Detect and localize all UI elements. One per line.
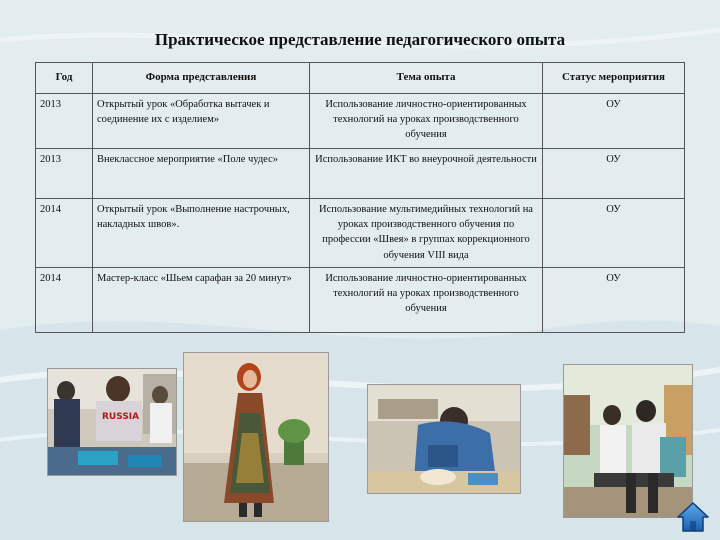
header-form: Форма представления xyxy=(93,63,310,94)
table-row xyxy=(36,199,685,268)
shirt-text: RUSSIA xyxy=(102,412,140,422)
cell-topic: Использование ИКТ во внеурочной деятельности xyxy=(310,149,543,199)
home-button[interactable] xyxy=(676,500,710,534)
home-icon xyxy=(676,500,710,534)
cell-form: Открытый урок «Выполнение настрочных, накладных швов». xyxy=(93,199,310,268)
page-title: Практическое представление педагогического опыта xyxy=(154,30,566,49)
cell-status: ОУ xyxy=(543,149,685,199)
cell-status: ОУ xyxy=(543,94,685,149)
header-status: Статус мероприятия xyxy=(543,63,685,94)
cell-year: 2014 xyxy=(36,199,93,268)
photo-student-sewing xyxy=(367,384,521,494)
cell-topic: Использование мультимедийных технологий на уроках производственного обучения по профессии «Швея» в группах коррекционного обучения VIII вида xyxy=(310,199,543,268)
cell-form: Внеклассное мероприятие «Поле чудес» xyxy=(93,149,310,199)
cell-topic: Использование личностно-ориентированных технологий на уроках производственного обучения xyxy=(310,268,543,333)
photo-dress-show xyxy=(183,352,329,522)
cell-form: Мастер-класс «Шьем сарафан за 20 минут» xyxy=(93,268,310,333)
cell-year: 2013 xyxy=(36,94,93,149)
cell-status: ОУ xyxy=(543,268,685,333)
cell-year: 2014 xyxy=(36,268,93,333)
table-row xyxy=(36,149,685,199)
photo-classroom-group xyxy=(563,364,693,518)
table-header-row xyxy=(36,63,685,94)
cell-form: Открытый урок «Обработка вытачек и соединение их с изделием» xyxy=(93,94,310,149)
cell-year: 2013 xyxy=(36,149,93,199)
experience-table xyxy=(35,62,685,333)
cell-status: ОУ xyxy=(543,199,685,268)
photo-classroom-sewing xyxy=(47,368,177,476)
header-year: Год xyxy=(36,63,93,94)
table-row xyxy=(36,94,685,149)
table-row xyxy=(36,268,685,333)
cell-topic: Использование личностно-ориентированных технологий на уроках производственного обучения xyxy=(310,94,543,149)
header-topic: Тема опыта xyxy=(310,63,543,94)
